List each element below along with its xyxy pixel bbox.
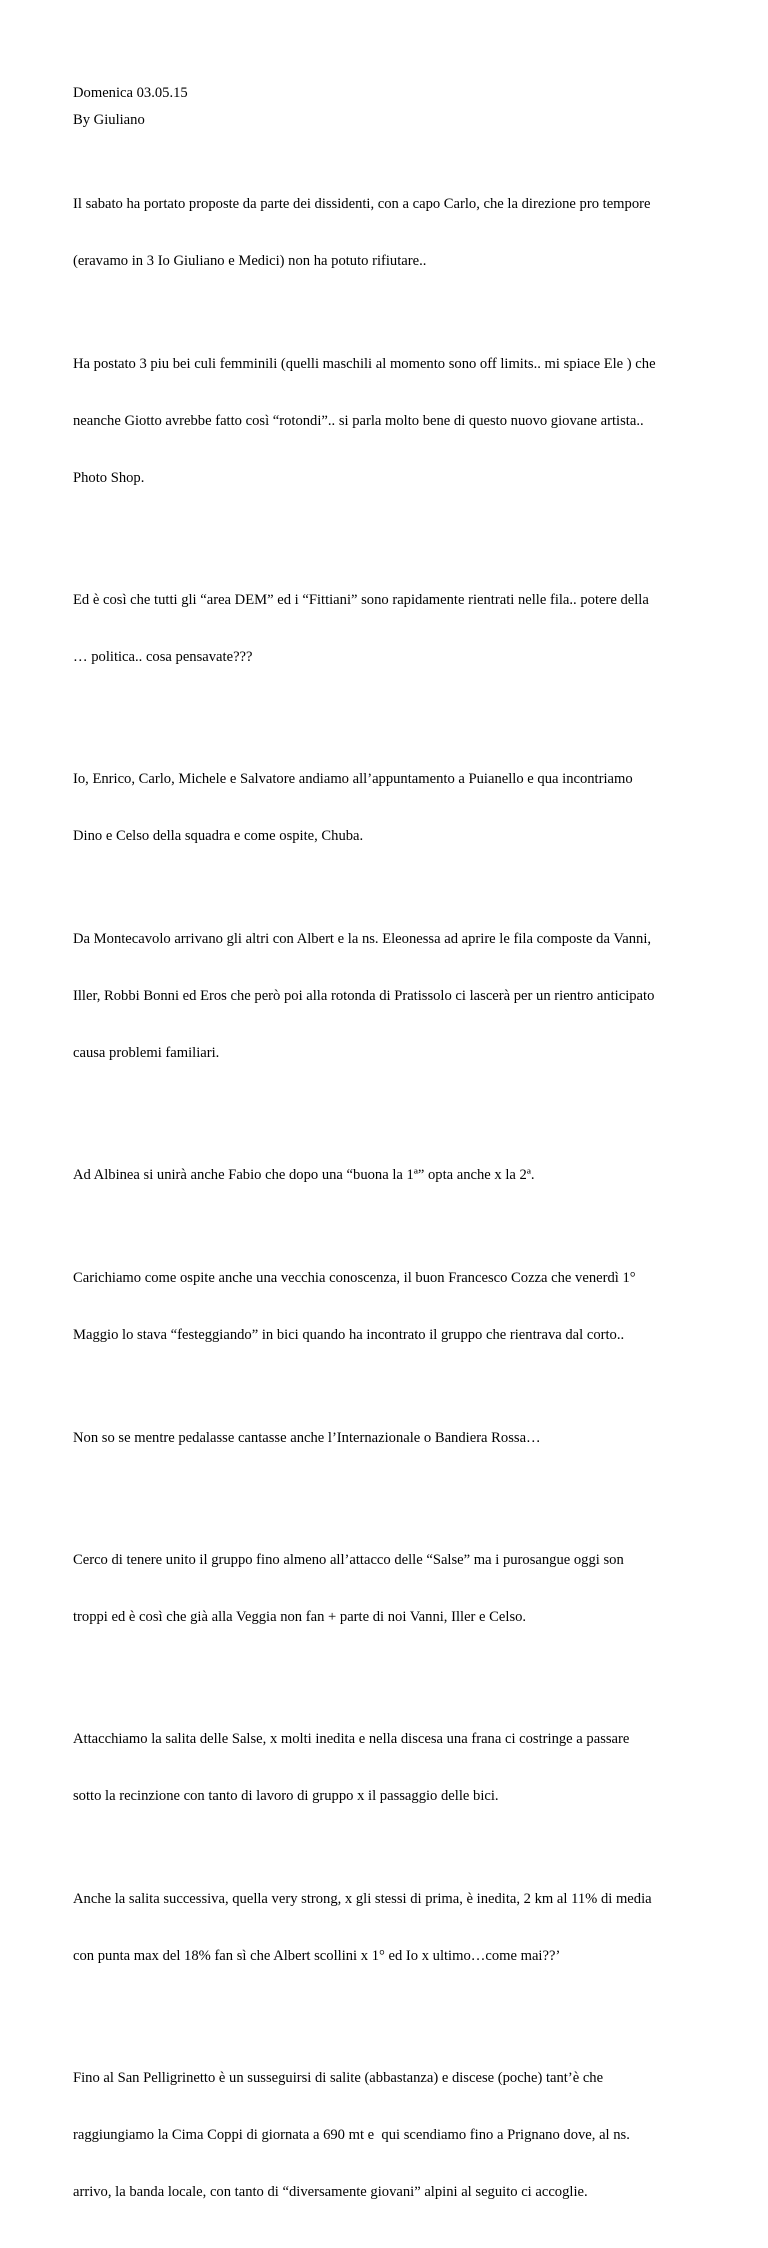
paragraph-line: Ad Albinea si unirà anche Fabio che dopo una “buona la 1ª” opta anche x la 2ª. xyxy=(73,1167,535,1183)
paragraph-line: Non so se mentre pedalasse cantasse anche l’Internazionale o Bandiera Rossa… xyxy=(73,1430,541,1446)
paragraph-line: … politica.. cosa pensavate??? xyxy=(73,649,253,665)
paragraph-line: raggiungiamo la Cima Coppi di giornata a 690 mt e qui scendiamo fino a Prignano dove, al ns. xyxy=(73,2127,630,2143)
paragraph-line: Photo Shop. xyxy=(73,470,145,486)
paragraph-line: Ha postato 3 piu bei culi femminili (quelli maschili al momento sono off limits.. mi spiace Ele ) che xyxy=(73,356,656,372)
paragraph-12 xyxy=(73,2031,713,2240)
paragraph-10 xyxy=(73,1692,713,1844)
paragraph-3 xyxy=(73,553,713,705)
document-date: Domenica 03.05.15 xyxy=(73,85,188,101)
paragraph-line: Maggio lo stava “festeggiando” in bici quando ha incontrato il gruppo che rientrava dal corto.. xyxy=(73,1327,625,1343)
paragraph-line: causa problemi familiari. xyxy=(73,1045,220,1061)
paragraph-line: Da Montecavolo arrivano gli altri con Albert e la ns. Eleonessa ad aprire le fila composte da Vanni, xyxy=(73,931,652,947)
paragraph-line: (eravamo in 3 Io Giuliano e Medici) non ha potuto rifiutare.. xyxy=(73,253,427,269)
paragraph-line: Iller, Robbi Bonni ed Eros che però poi alla rotonda di Pratissolo ci lascerà per un rientro anticipato xyxy=(73,988,655,1004)
paragraph-1 xyxy=(73,157,713,309)
paragraph-line: Dino e Celso della squadra e come ospite, Chuba. xyxy=(73,828,364,844)
paragraph-line: Ed è così che tutti gli “area DEM” ed i “Fittiani” sono rapidamente rientrati nelle fila.. potere della xyxy=(73,592,649,608)
paragraph-8 xyxy=(73,1391,713,1486)
paragraph-line: Io, Enrico, Carlo, Michele e Salvatore andiamo all’appuntamento a Puianello e qua incontriamo xyxy=(73,771,633,787)
paragraph-line: Fino al San Pelligrinetto è un susseguirsi di salite (abbastanza) e discese (poche) tant’è che xyxy=(73,2070,604,2086)
paragraph-5 xyxy=(73,892,713,1101)
paragraph-line: con punta max del 18% fan sì che Albert scollini x 1° ed Io x ultimo…come mai??’ xyxy=(73,1948,561,1964)
paragraph-line: troppi ed è così che già alla Veggia non fan + parte di noi Vanni, Iller e Celso. xyxy=(73,1609,527,1625)
paragraph-7 xyxy=(73,1231,713,1383)
paragraph-line: sotto la recinzione con tanto di lavoro di gruppo x il passaggio delle bici. xyxy=(73,1788,499,1804)
paragraph-4 xyxy=(73,732,713,884)
paragraph-11 xyxy=(73,1852,713,2004)
paragraph-6 xyxy=(73,1128,713,1223)
paragraph-2 xyxy=(73,317,713,526)
paragraph-line: Attacchiamo la salita delle Salse, x molti inedita e nella discesa una frana ci costringe a passare xyxy=(73,1731,630,1747)
paragraph-line: neanche Giotto avrebbe fatto così “rotondi”.. si parla molto bene di questo nuovo giovane artista.. xyxy=(73,413,644,429)
paragraph-line: Il sabato ha portato proposte da parte dei dissidenti, con a capo Carlo, che la direzione pro tempore xyxy=(73,196,651,212)
paragraph-9 xyxy=(73,1513,713,1665)
document-author: By Giuliano xyxy=(73,112,145,128)
paragraph-line: arrivo, la banda locale, con tanto di “diversamente giovani” alpini al seguito ci accoglie. xyxy=(73,2184,588,2200)
paragraph-line: Anche la salita successiva, quella very strong, x gli stessi di prima, è inedita, 2 km al 11% di media xyxy=(73,1891,652,1907)
paragraph-line: Cerco di tenere unito il gruppo fino almeno all’attacco delle “Salse” ma i purosangue oggi son xyxy=(73,1552,624,1568)
document-page xyxy=(73,84,713,2248)
paragraph-line: Carichiamo come ospite anche una vecchia conoscenza, il buon Francesco Cozza che venerdì 1° xyxy=(73,1270,636,1286)
